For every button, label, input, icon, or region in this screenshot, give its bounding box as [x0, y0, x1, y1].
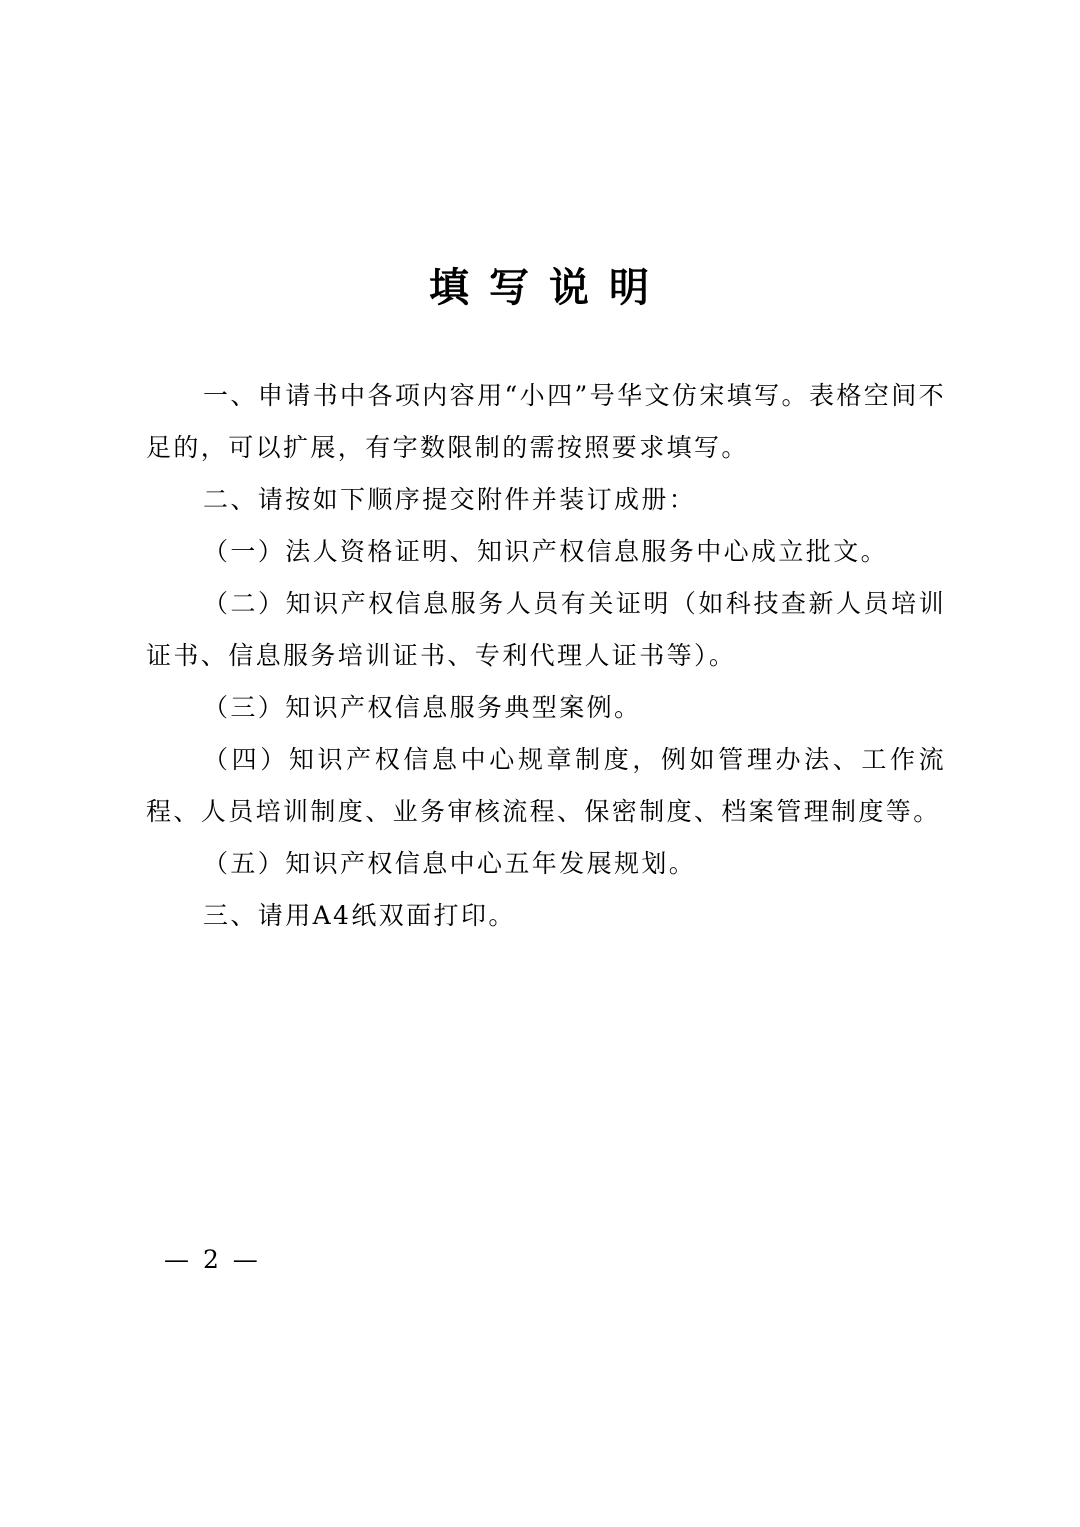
instruction-item-5: （五）知识产权信息中心五年发展规划。: [203, 849, 697, 878]
page-number: — 2 —: [164, 1245, 261, 1274]
instruction-paragraph-2: 二、请按如下顺序提交附件并装订成册：: [203, 485, 697, 514]
page-title: 填写说明: [429, 265, 669, 311]
instructions-body: [146, 370, 946, 942]
instruction-item-1: （一）法人资格证明、知识产权信息服务中心成立批文。: [203, 537, 889, 566]
instruction-item-3: （三）知识产权信息服务典型案例。: [203, 693, 642, 722]
instruction-item-4: （四）知识产权信息中心规章制度，例如管理办法、工作流程、人员培训制度、业务审核流程、保密制度、档案管理制度等。: [146, 745, 946, 826]
instruction-item-2: （二）知识产权信息服务人员有关证明（如科技查新人员培训证书、信息服务培训证书、专利代理人证书等）。: [146, 589, 946, 670]
instruction-paragraph-1: 一、申请书中各项内容用“小四”号华文仿宋填写。表格空间不足的，可以扩展，有字数限制的需按照要求填写。: [146, 381, 946, 462]
instruction-paragraph-3: 三、请用A4纸双面打印。: [203, 901, 516, 930]
